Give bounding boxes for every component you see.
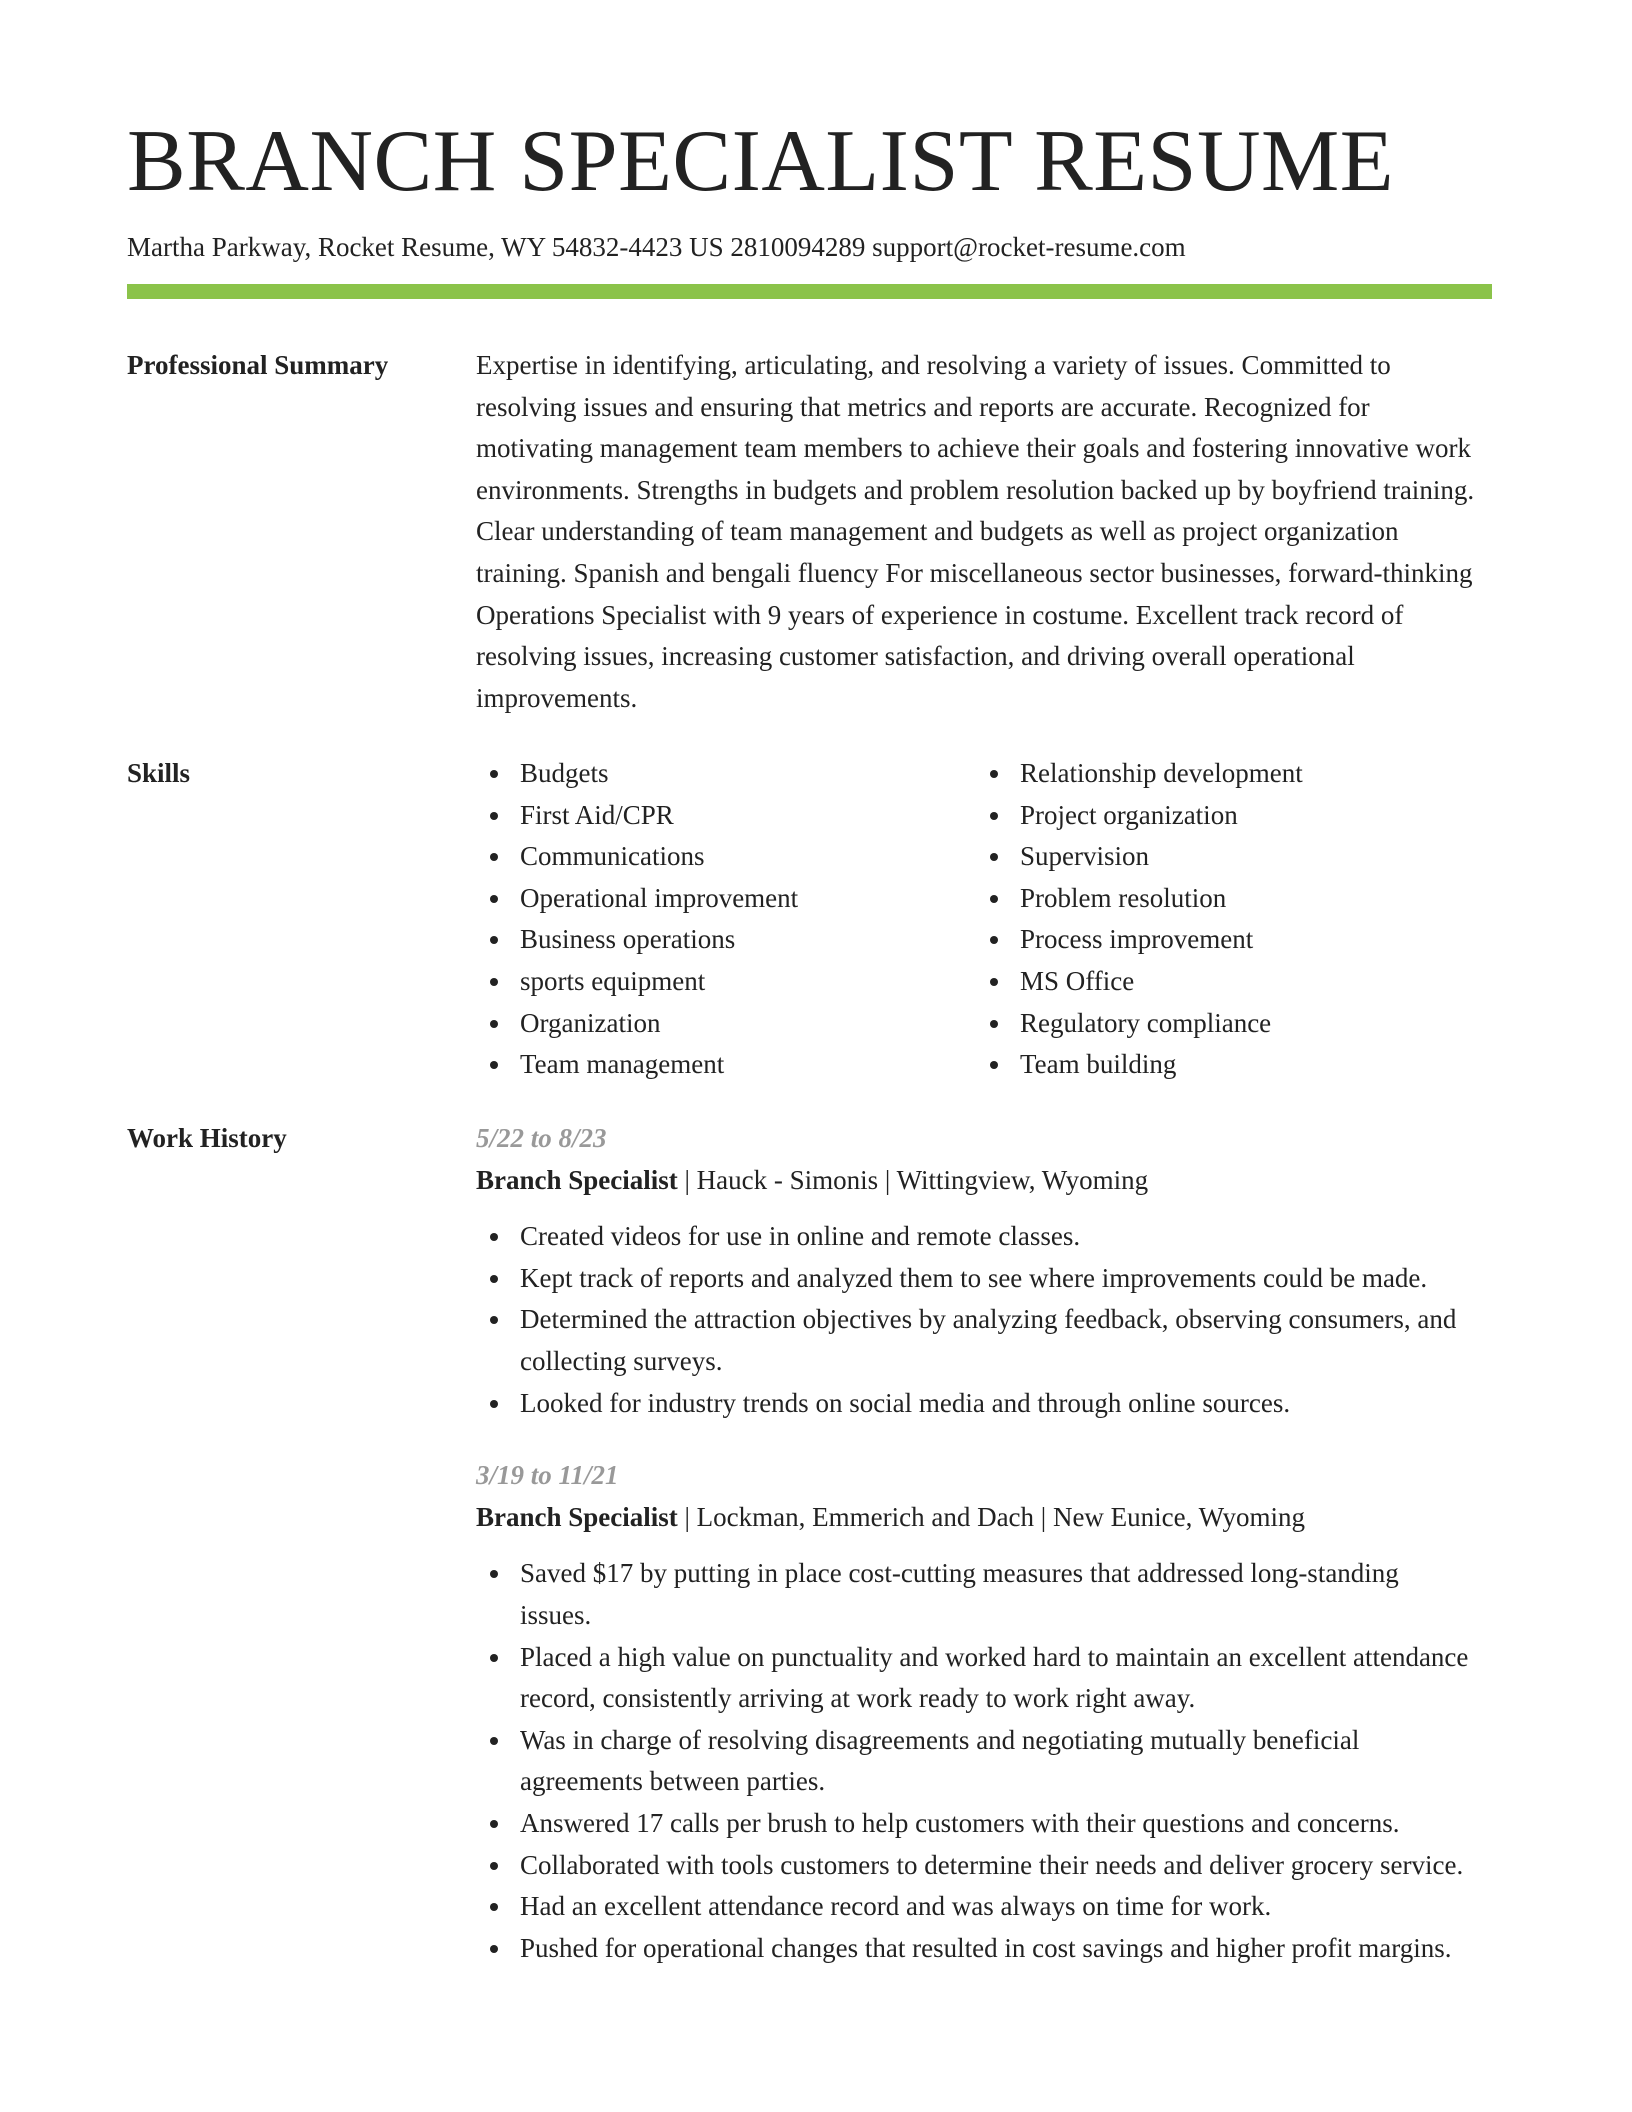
skills-grid [476,753,1476,1086]
job-bullets [476,1216,1476,1424]
skill-item: Business operations [476,919,976,961]
job-employer-location: | Lockman, Emmerich and Dach | New Eunice, Wyoming [677,1501,1306,1532]
job-dates: 5/22 to 8/23 [476,1123,607,1153]
skill-item: Communications [476,836,976,878]
job-employer-location: | Hauck - Simonis | Wittingview, Wyoming [677,1164,1149,1195]
skill-item: Problem resolution [976,878,1476,920]
job-bullet: Kept track of reports and analyzed them to see where improvements could be made. [476,1258,1476,1300]
job-entry [476,1455,1476,1969]
job-entry [476,1118,1476,1424]
skill-item: Organization [476,1003,976,1045]
skill-item: sports equipment [476,961,976,1003]
skill-item: First Aid/CPR [476,795,976,837]
skill-item: Budgets [476,753,976,795]
skill-item: Team building [976,1044,1476,1086]
job-bullet: Looked for industry trends on social media and through online sources. [476,1383,1476,1425]
skill-item: Process improvement [976,919,1476,961]
skill-item: Operational improvement [476,878,976,920]
skills-list-right [976,753,1476,1086]
skill-item: Supervision [976,836,1476,878]
skill-item: Project organization [976,795,1476,837]
job-dates: 3/19 to 11/21 [476,1460,619,1491]
job-bullet: Was in charge of resolving disagreements and negotiating mutually beneficial agreements between parties. [476,1720,1476,1803]
job-title: Branch Specialist [476,1164,678,1195]
job-heading [476,1497,1476,1539]
job-bullets [476,1553,1476,1969]
resume-title: BRANCH SPECIALIST RESUME [127,113,1395,210]
job-bullet: Saved $17 by putting in place cost-cutting measures that addressed long-standing issues. [476,1553,1476,1636]
summary-text: Expertise in identifying, articulating, and resolving a variety of issues. Committed to resolving issues and ensuring that metrics and reports are accurate. Recognized for motivating management team members to achieve their goals and fostering innovative work environments. Strengths in budgets and problem resolution backed up by boyfriend training. Clear understanding of team management and budgets as well as project organization training. Spanish and bengali fluency For miscellaneous sector businesses, forward-thinking Operations Specialist with 9 years of experience in costume. Excellent track record of resolving issues, increasing customer satisfaction, and driving overall operational improvements. [476,350,1475,713]
contact-line: Martha Parkway, Rocket Resume, WY 54832-4423 US 2810094289 support@rocket-resume.com [127,232,1186,262]
skill-item: Relationship development [976,753,1476,795]
skill-item: Regulatory compliance [976,1003,1476,1045]
skill-item: Team management [476,1044,976,1086]
job-bullet: Collaborated with tools customers to determine their needs and deliver grocery service. [476,1845,1476,1887]
work-history-heading: Work History [127,1123,287,1153]
skill-item: MS Office [976,961,1476,1003]
job-title: Branch Specialist [476,1501,678,1532]
skills-heading: Skills [127,758,191,788]
header-accent-rule [127,284,1492,299]
skills-body [476,753,1476,1086]
job-heading [476,1160,1476,1202]
job-bullet: Had an excellent attendance record and was always on time for work. [476,1886,1476,1928]
summary-body [476,345,1476,719]
summary-heading: Professional Summary [127,350,389,380]
job-bullet: Placed a high value on punctuality and worked hard to maintain an excellent attendance record, consistently arriving at work ready to work right away. [476,1637,1476,1720]
job-bullet: Determined the attraction objectives by analyzing feedback, observing consumers, and collecting surveys. [476,1299,1476,1382]
work-history-body [476,1118,1476,1969]
skills-list-left [476,753,976,1086]
job-bullet: Created videos for use in online and remote classes. [476,1216,1476,1258]
job-bullet: Pushed for operational changes that resulted in cost savings and higher profit margins. [476,1928,1476,1970]
job-bullet: Answered 17 calls per brush to help customers with their questions and concerns. [476,1803,1476,1845]
